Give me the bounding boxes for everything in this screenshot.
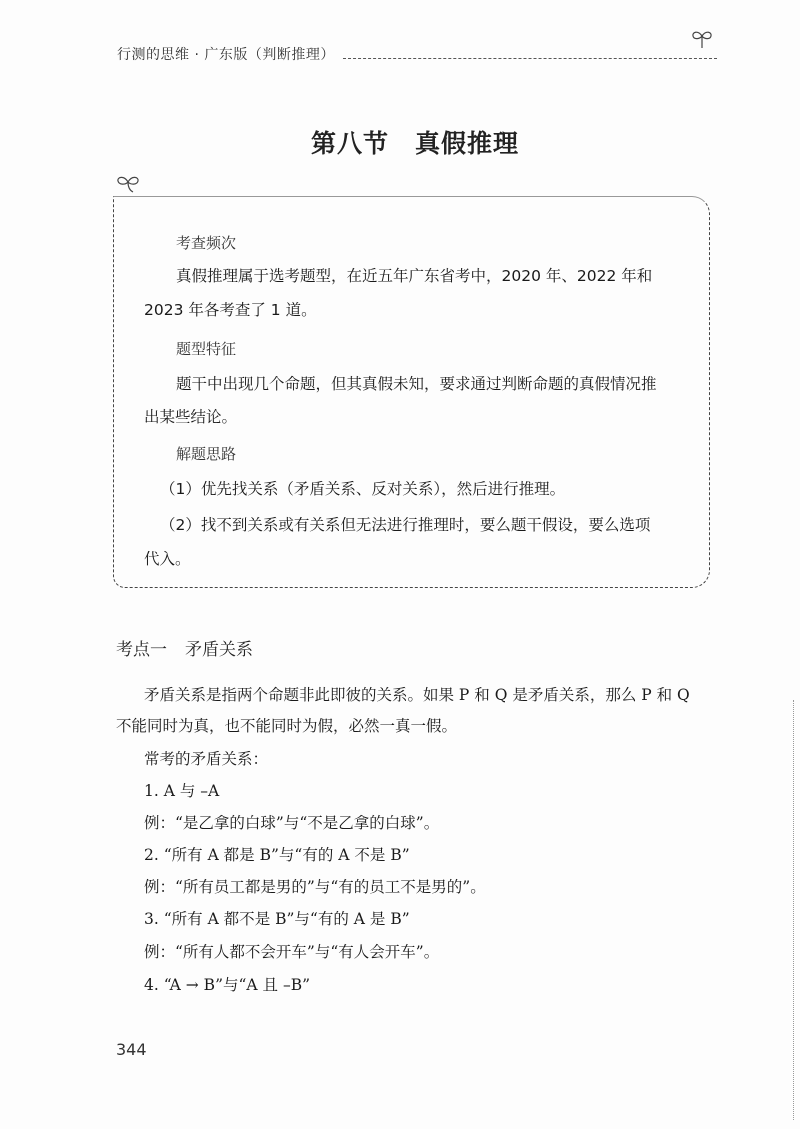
relation-item: 1. A 与 –A [144, 782, 220, 800]
solution-item-2: （2）找不到关系或有关系但无法进行推理时，要么题干假设，要么选项 [160, 516, 651, 534]
relation-example: 例：“所有员工都是男的”与“有的员工不是男的”。 [144, 878, 486, 896]
running-header [117, 42, 717, 66]
section-name: 真假推理 [415, 129, 520, 158]
section-title [0, 124, 800, 160]
test-point-heading [116, 635, 253, 660]
running-header-title: 行测的思维 · 广东版（判断推理） [117, 47, 335, 63]
sprout-icon [115, 174, 141, 194]
question-type-text-line: 出某些结论。 [144, 408, 238, 426]
body-paragraph-line: 矛盾关系是指两个命题非此即彼的关系。如果 P 和 Q 是矛盾关系，那么 P 和 Q [144, 686, 690, 704]
page-number: 344 [116, 1040, 147, 1059]
relation-example: 例：“是乙拿的白球”与“不是乙拿的白球”。 [144, 814, 440, 832]
solution-item-2-continued: 代入。 [144, 550, 191, 568]
scan-edge-marks [793, 700, 794, 1120]
body-paragraph-line: 不能同时为真，也不能同时为假，必然一真一假。 [116, 717, 458, 735]
frequency-heading: 考查频次 [176, 234, 237, 252]
relation-item: 2. “所有 A 都是 B”与“有的 A 不是 B” [144, 846, 410, 864]
relation-item: 4. “A → B”与“A 且 –B” [144, 976, 311, 994]
solution-item-1: （1）优先找关系（矛盾关系、反对关系），然后进行推理。 [160, 480, 566, 498]
frequency-text-line: 2023 年各考查了 1 道。 [144, 301, 317, 319]
frequency-text-line: 真假推理属于选考题型，在近五年广东省考中，2020 年、2022 年和 [176, 267, 653, 285]
solution-heading: 解题思路 [176, 445, 237, 463]
question-type-text-line: 题干中出现几个命题，但其真假未知，要求通过判断命题的真假情况推 [176, 375, 657, 393]
question-type-heading: 题型特征 [176, 340, 237, 358]
relation-example: 例：“所有人都不会开车”与“有人会开车”。 [144, 943, 440, 961]
header-dashed-rule [343, 58, 717, 59]
sprout-icon [690, 28, 714, 50]
relation-item: 3. “所有 A 都不是 B”与“有的 A 是 B” [144, 910, 410, 928]
section-number: 第八节 [310, 129, 389, 158]
common-relations-label: 常考的矛盾关系： [144, 750, 269, 768]
test-point-title: 矛盾关系 [185, 640, 253, 660]
test-point-label: 考点一 [116, 640, 167, 660]
